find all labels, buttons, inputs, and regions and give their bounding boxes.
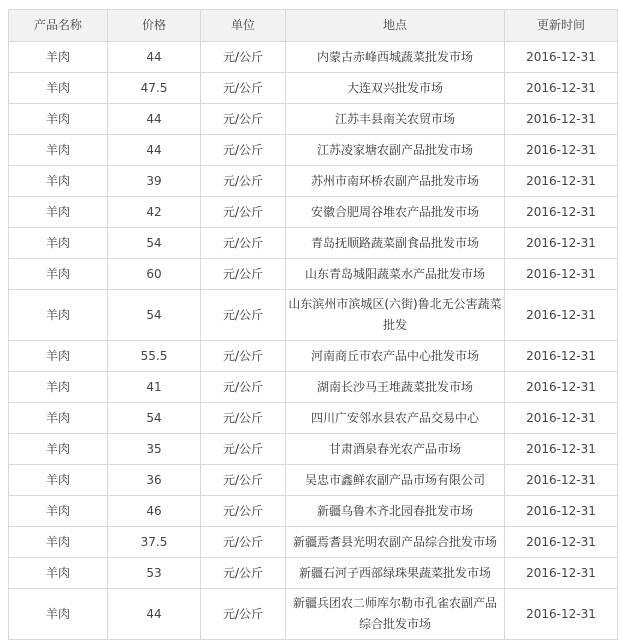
updated-cell: 2016-12-31 bbox=[505, 403, 618, 434]
unit-cell: 元/公斤 bbox=[201, 403, 286, 434]
table-row bbox=[9, 434, 618, 465]
product-cell: 羊肉 bbox=[9, 372, 108, 403]
header-unit: 单位 bbox=[201, 10, 286, 42]
table-row bbox=[9, 135, 618, 166]
updated-cell: 2016-12-31 bbox=[505, 341, 618, 372]
price-cell: 39 bbox=[108, 166, 201, 197]
table-row bbox=[9, 589, 618, 640]
table-row bbox=[9, 372, 618, 403]
table-row bbox=[9, 259, 618, 290]
location-cell: 四川广安邻水县农产品交易中心 bbox=[286, 403, 505, 434]
price-cell: 60 bbox=[108, 259, 201, 290]
location-cell: 河南商丘市农产品中心批发市场 bbox=[286, 341, 505, 372]
updated-cell: 2016-12-31 bbox=[505, 166, 618, 197]
unit-cell: 元/公斤 bbox=[201, 496, 286, 527]
updated-cell: 2016-12-31 bbox=[505, 42, 618, 73]
product-cell: 羊肉 bbox=[9, 197, 108, 228]
table-row bbox=[9, 73, 618, 104]
table-row bbox=[9, 558, 618, 589]
location-cell: 新疆乌鲁木齐北园春批发市场 bbox=[286, 496, 505, 527]
location-cell: 甘肃酒泉春光农产品市场 bbox=[286, 434, 505, 465]
price-cell: 42 bbox=[108, 197, 201, 228]
price-cell: 46 bbox=[108, 496, 201, 527]
price-cell: 55.5 bbox=[108, 341, 201, 372]
product-cell: 羊肉 bbox=[9, 465, 108, 496]
unit-cell: 元/公斤 bbox=[201, 73, 286, 104]
unit-cell: 元/公斤 bbox=[201, 259, 286, 290]
table-header bbox=[9, 10, 618, 42]
location-cell: 内蒙古赤峰西城蔬菜批发市场 bbox=[286, 42, 505, 73]
unit-cell: 元/公斤 bbox=[201, 197, 286, 228]
table-row bbox=[9, 166, 618, 197]
product-cell: 羊肉 bbox=[9, 228, 108, 259]
unit-cell: 元/公斤 bbox=[201, 434, 286, 465]
updated-cell: 2016-12-31 bbox=[505, 197, 618, 228]
price-cell: 53 bbox=[108, 558, 201, 589]
location-cell: 大连双兴批发市场 bbox=[286, 73, 505, 104]
location-cell: 江苏丰县南关农贸市场 bbox=[286, 104, 505, 135]
location-cell: 吴忠市鑫鲜农副产品市场有限公司 bbox=[286, 465, 505, 496]
unit-cell: 元/公斤 bbox=[201, 135, 286, 166]
updated-cell: 2016-12-31 bbox=[505, 259, 618, 290]
table-row bbox=[9, 42, 618, 73]
location-cell: 新疆石河子西部绿珠果蔬菜批发市场 bbox=[286, 558, 505, 589]
unit-cell: 元/公斤 bbox=[201, 42, 286, 73]
product-cell: 羊肉 bbox=[9, 259, 108, 290]
product-cell: 羊肉 bbox=[9, 558, 108, 589]
unit-cell: 元/公斤 bbox=[201, 166, 286, 197]
table-row bbox=[9, 465, 618, 496]
updated-cell: 2016-12-31 bbox=[505, 228, 618, 259]
product-cell: 羊肉 bbox=[9, 589, 108, 640]
table-row bbox=[9, 341, 618, 372]
unit-cell: 元/公斤 bbox=[201, 228, 286, 259]
price-cell: 41 bbox=[108, 372, 201, 403]
price-cell: 36 bbox=[108, 465, 201, 496]
product-cell: 羊肉 bbox=[9, 341, 108, 372]
product-cell: 羊肉 bbox=[9, 496, 108, 527]
unit-cell: 元/公斤 bbox=[201, 372, 286, 403]
unit-cell: 元/公斤 bbox=[201, 527, 286, 558]
price-cell: 44 bbox=[108, 42, 201, 73]
header-price: 价格 bbox=[108, 10, 201, 42]
price-cell: 44 bbox=[108, 104, 201, 135]
price-table bbox=[8, 9, 618, 640]
location-cell: 新疆兵团农二师库尔勒市孔雀农副产品综合批发市场 bbox=[286, 589, 505, 640]
product-cell: 羊肉 bbox=[9, 166, 108, 197]
unit-cell: 元/公斤 bbox=[201, 341, 286, 372]
table-row bbox=[9, 290, 618, 341]
updated-cell: 2016-12-31 bbox=[505, 589, 618, 640]
product-cell: 羊肉 bbox=[9, 42, 108, 73]
location-cell: 山东青岛城阳蔬菜水产品批发市场 bbox=[286, 259, 505, 290]
updated-cell: 2016-12-31 bbox=[505, 465, 618, 496]
location-cell: 江苏凌家塘农副产品批发市场 bbox=[286, 135, 505, 166]
header-row bbox=[9, 10, 618, 42]
price-cell: 44 bbox=[108, 135, 201, 166]
price-cell: 37.5 bbox=[108, 527, 201, 558]
location-cell: 安徽合肥周谷堆农产品批发市场 bbox=[286, 197, 505, 228]
price-cell: 47.5 bbox=[108, 73, 201, 104]
updated-cell: 2016-12-31 bbox=[505, 73, 618, 104]
updated-cell: 2016-12-31 bbox=[505, 527, 618, 558]
location-cell: 山东滨州市滨城区(六街)鲁北无公害蔬菜批发 bbox=[286, 290, 505, 341]
unit-cell: 元/公斤 bbox=[201, 558, 286, 589]
unit-cell: 元/公斤 bbox=[201, 104, 286, 135]
updated-cell: 2016-12-31 bbox=[505, 558, 618, 589]
table-body bbox=[9, 42, 618, 640]
price-cell: 54 bbox=[108, 290, 201, 341]
table-row bbox=[9, 527, 618, 558]
table-row bbox=[9, 228, 618, 259]
table-row bbox=[9, 403, 618, 434]
product-cell: 羊肉 bbox=[9, 290, 108, 341]
location-cell: 湖南长沙马王堆蔬菜批发市场 bbox=[286, 372, 505, 403]
updated-cell: 2016-12-31 bbox=[505, 290, 618, 341]
updated-cell: 2016-12-31 bbox=[505, 372, 618, 403]
location-cell: 苏州市南环桥农副产品批发市场 bbox=[286, 166, 505, 197]
updated-cell: 2016-12-31 bbox=[505, 434, 618, 465]
unit-cell: 元/公斤 bbox=[201, 290, 286, 341]
table-row bbox=[9, 104, 618, 135]
price-cell: 35 bbox=[108, 434, 201, 465]
location-cell: 青岛抚顺路蔬菜副食品批发市场 bbox=[286, 228, 505, 259]
price-cell: 54 bbox=[108, 403, 201, 434]
header-product: 产品名称 bbox=[9, 10, 108, 42]
product-cell: 羊肉 bbox=[9, 403, 108, 434]
header-updated: 更新时间 bbox=[505, 10, 618, 42]
product-cell: 羊肉 bbox=[9, 135, 108, 166]
price-cell: 44 bbox=[108, 589, 201, 640]
product-cell: 羊肉 bbox=[9, 73, 108, 104]
unit-cell: 元/公斤 bbox=[201, 589, 286, 640]
unit-cell: 元/公斤 bbox=[201, 465, 286, 496]
header-location: 地点 bbox=[286, 10, 505, 42]
updated-cell: 2016-12-31 bbox=[505, 496, 618, 527]
product-cell: 羊肉 bbox=[9, 527, 108, 558]
product-cell: 羊肉 bbox=[9, 434, 108, 465]
updated-cell: 2016-12-31 bbox=[505, 135, 618, 166]
table-row bbox=[9, 197, 618, 228]
price-cell: 54 bbox=[108, 228, 201, 259]
location-cell: 新疆焉耆县光明农副产品综合批发市场 bbox=[286, 527, 505, 558]
table-row bbox=[9, 496, 618, 527]
updated-cell: 2016-12-31 bbox=[505, 104, 618, 135]
product-cell: 羊肉 bbox=[9, 104, 108, 135]
